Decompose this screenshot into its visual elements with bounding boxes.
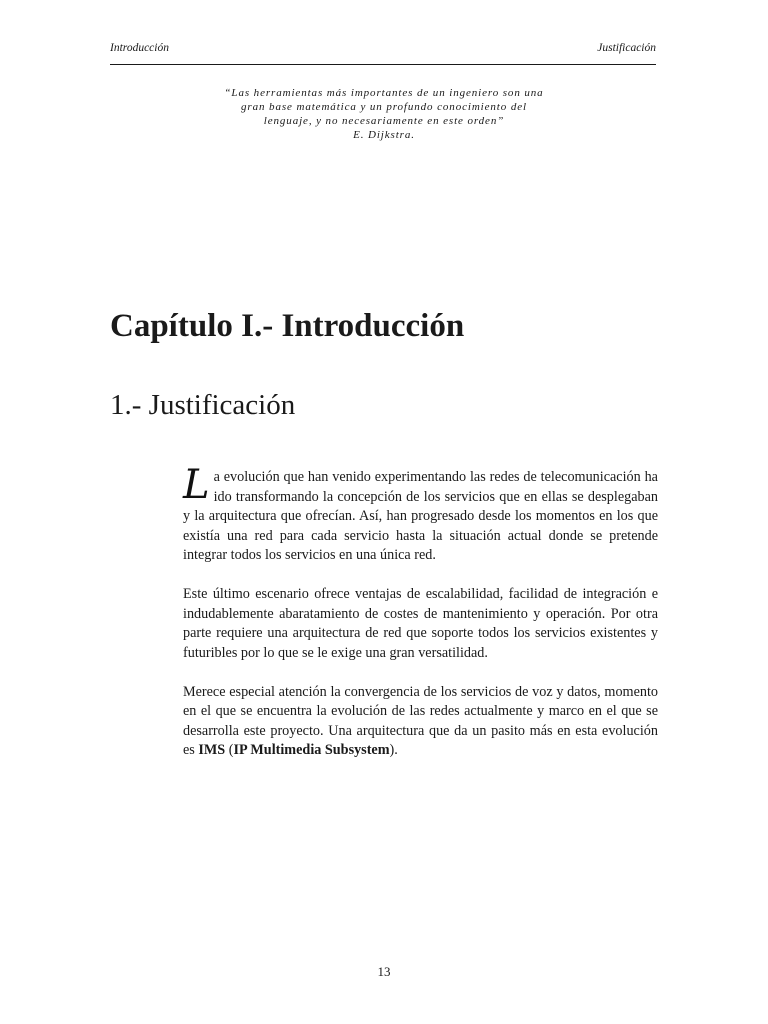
body-text	[183, 462, 658, 780]
epigraph-line: “Las herramientas más importantes de un ingeniero son una	[224, 87, 544, 99]
epigraph-line: lenguaje, y no necesariamente en este orden”	[263, 115, 505, 127]
close-paren: ).	[389, 742, 398, 758]
epigraph-author: E. Dijkstra.	[353, 129, 415, 141]
open-paren: (	[225, 742, 234, 758]
acronym-ims: IMS	[198, 742, 226, 758]
epigraph-line: gran base matemática y un profundo conocimiento del	[241, 101, 527, 113]
page-number: 13	[377, 964, 391, 979]
paragraph-3	[183, 683, 658, 761]
chapter-title: Capítulo I.- Introducción	[110, 308, 465, 344]
acronym-expansion: IP Multimedia Subsystem	[233, 742, 390, 758]
paragraph-1-text: a evolución que han venido experimentando las redes de telecomunicación ha ido transformando la concepción de los servicios que en ellas se desplegaban y la arquitectura que ofrecían. Así, han progresado desde los momentos en los que existía una red para cada servicio hasta la situación actual donde se pretende integrar todos los servicios en una única red.	[183, 469, 658, 563]
drop-cap-letter: L	[183, 462, 210, 508]
running-header	[110, 40, 656, 65]
paragraph-1	[183, 462, 658, 566]
epigraph-quote	[180, 86, 588, 142]
section-title: 1.- Justificación	[110, 389, 296, 421]
paragraph-3-text: Merece especial atención la convergencia de los servicios de voz y datos, momento en el que se encuentra la evolución de las redes actualmente y marco en el que se desarrolla este proyecto. Una arquitectura que da un pasito más en esta evolución es	[183, 683, 658, 758]
paragraph-2: Este último escenario ofrece ventajas de escalabilidad, facilidad de integración e indudablemente abaratamiento de costes de mantenimiento y operación. Por otra parte requiere una arquitectura de red que soporte todos los servicios existentes y futuribles por lo que se le exige una gran versatilidad.	[183, 586, 658, 661]
header-chapter-name: Introducción	[110, 42, 169, 54]
header-section-name: Justificación	[597, 42, 656, 54]
